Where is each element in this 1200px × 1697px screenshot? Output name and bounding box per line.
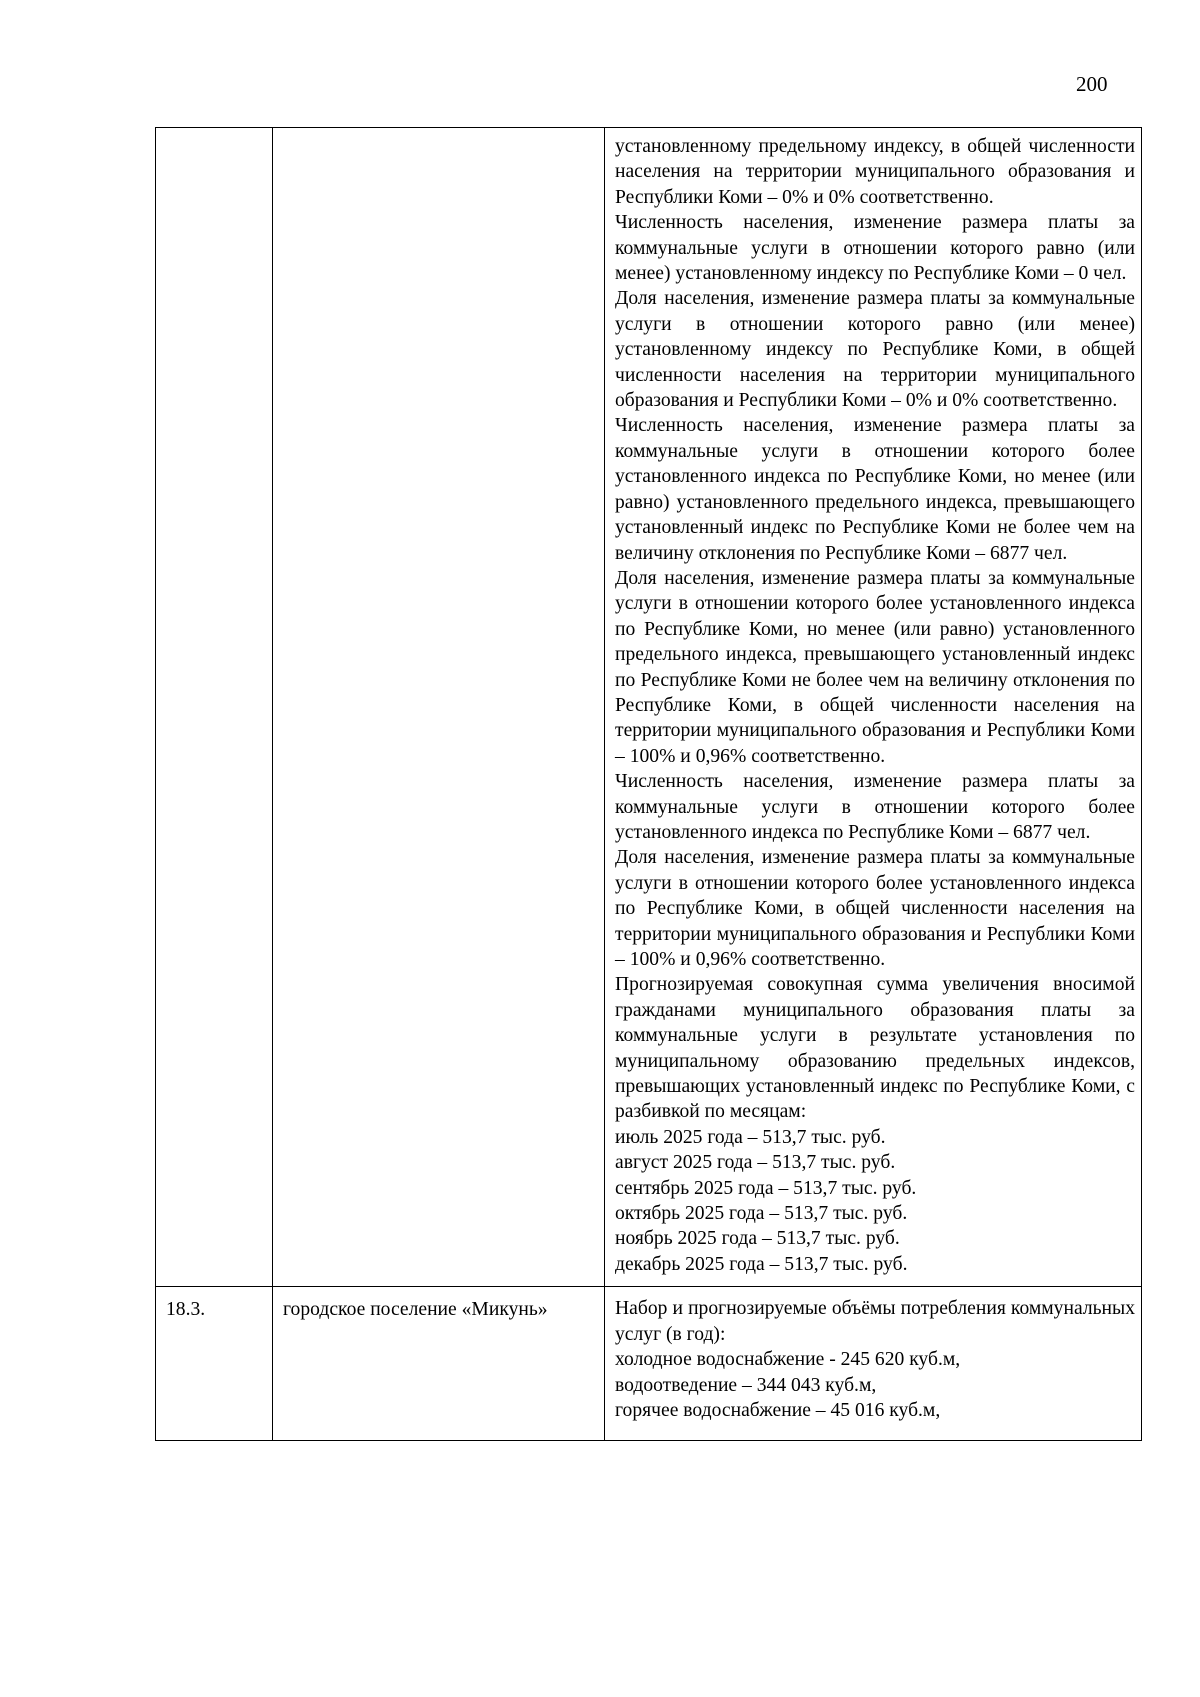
month-line: сентябрь 2025 года – 513,7 тыс. руб.	[615, 1177, 917, 1199]
paragraph: Численность населения, изменение размера платы за коммунальные услуги в отношении которого равно (или менее) установленному индексу по Республике Коми – 0 чел.	[615, 212, 1135, 285]
row-number-cell: 18.3.	[156, 1287, 273, 1441]
paragraph: Доля населения, изменение размера платы за коммунальные услуги в отношении которого более установленного индекса по Республике Коми, но менее (или равно) установленного предельного индекса, превышающего установленный индекс по Республике Коми не более чем на величину отклонения по Республике Коми, в общей численности населения на территории муниципального образования и Республики Коми – 100% и 0,96% соответственно.	[615, 567, 1135, 767]
row-number-cell	[156, 128, 273, 1287]
consumption-line: горячее водоснабжение – 45 016 куб.м,	[615, 1399, 941, 1421]
paragraph: Доля населения, изменение размера платы за коммунальные услуги в отношении которого более установленного индекса по Республике Коми, в общей численности населения на территории муниципального образования и Республики Коми – 100% и 0,96% соответственно.	[615, 847, 1135, 970]
paragraph: Численность населения, изменение размера платы за коммунальные услуги в отношении которого более установленного индекса по Республике Коми, но менее (или равно) установленного предельного индекса, превышающего установленный индекс по Республике Коми не более чем на величину отклонения по Республике Коми – 6877 чел.	[615, 415, 1135, 564]
table-row	[156, 128, 1142, 1287]
paragraph: Доля населения, изменение размера платы за коммунальные услуги в отношении которого равно (или менее) установленному индексу по Республике Коми, в общей численности населения на территории муниципального образования и Республики Коми – 0% и 0% соответственно.	[615, 288, 1135, 412]
consumption-line: холодное водоснабжение - 245 620 куб.м,	[615, 1349, 961, 1371]
paragraph: установленному предельному индексу, в общей численности населения на территории муниципального образования и Республики Коми – 0% и 0% соответственно.	[615, 136, 1135, 208]
paragraph: Набор и прогнозируемые объёмы потребления коммунальных услуг (в год):	[615, 1298, 1135, 1345]
month-line: июль 2025 года – 513,7 тыс. руб.	[615, 1126, 886, 1148]
municipality-cell: городское поселение «Микунь»	[273, 1287, 605, 1441]
description-cell	[605, 1287, 1142, 1441]
description-cell	[605, 128, 1142, 1287]
month-line: август 2025 года – 513,7 тыс. руб.	[615, 1152, 896, 1174]
page-number: 200	[1076, 72, 1108, 96]
month-line: ноябрь 2025 года – 513,7 тыс. руб.	[615, 1228, 900, 1250]
month-line: декабрь 2025 года – 513,7 тыс. руб.	[615, 1253, 908, 1275]
table-row	[156, 1287, 1142, 1441]
consumption-line: водоотведение – 344 043 куб.м,	[615, 1374, 877, 1396]
month-line: октябрь 2025 года – 513,7 тыс. руб.	[615, 1203, 908, 1225]
paragraph: Прогнозируемая совокупная сумма увеличения вносимой гражданами муниципального образования платы за коммунальные услуги в результате установления по муниципальному образованию предельных индексов, превышающих установленный индекс по Республике Коми, с разбивкой по месяцам:	[615, 974, 1135, 1123]
paragraph: Численность населения, изменение размера платы за коммунальные услуги в отношении которого более установленного индекса по Республике Коми – 6877 чел.	[615, 771, 1135, 843]
municipality-cell	[273, 128, 605, 1287]
document-table	[155, 127, 1142, 1441]
